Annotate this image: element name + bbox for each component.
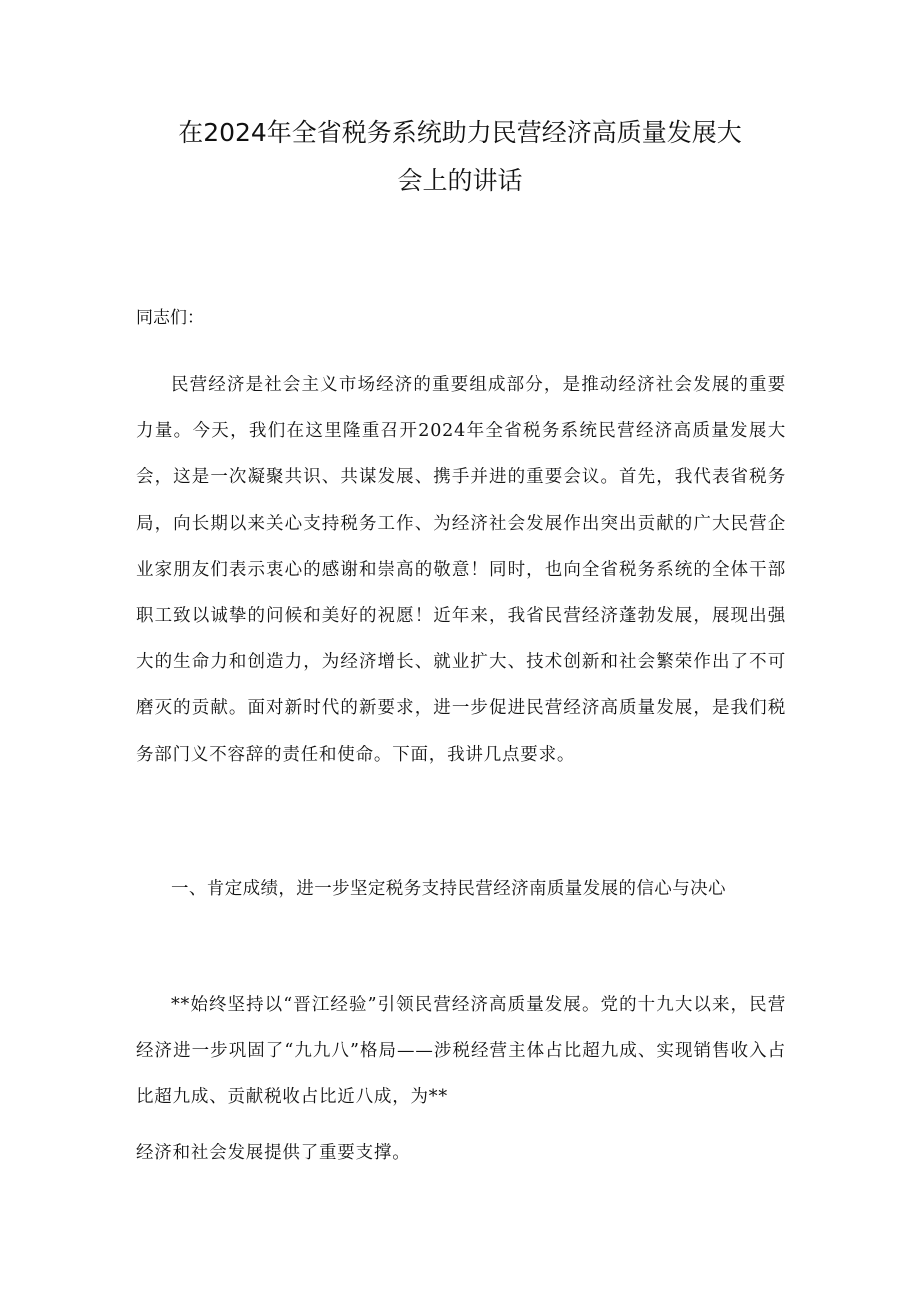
document-title-line-2: 会上的讲话 [397, 166, 523, 195]
body-paragraph-3: 经济和社会发展提供了重要支撑。 [136, 1143, 411, 1163]
document-title-line-1: 在2024年全省税务系统助力民营经济高质量发展大 [178, 118, 742, 147]
salutation: 同志们： [136, 308, 204, 328]
body-paragraph-1: 民营经济是社会主义市场经济的重要组成部分，是推动经济社会发展的重要力量。今天，我们在这里隆重召开2024年全省税务系统民营经济高质量发展大会，这是一次凝聚共识、共谋发展、携手并进的重要会议。首先，我代表省税务局，向长期以来关心支持税务工作、为经济社会发展作出突出贡献的广大民营企业家朋友们表示衷心的感谢和崇高的敬意！同时，也向全省税务系统的全体干部职工致以诚挚的问候和美好的祝愿！近年来，我省民营经济蓬勃发展，展现出强大的生命力和创造力，为经济增长、就业扩大、技术创新和社会繁荣作出了不可磨灭的贡献。面对新时代的新要求，进一步促进民营经济高质量发展，是我们税务部门义不容辞的责任和使命。下面，我讲几点要求。 [136, 375, 786, 765]
body-paragraph-2: **始终坚持以“晋江经验”引领民营经济高质量发展。党的十九大以来，民营经济进一步巩固了“九九八”格局——涉税经营主体占比超九成、实现销售收入占比超九成、贡献税收占比近八成，为** [136, 995, 786, 1107]
section-heading-1: 一、肯定成绩，进一步坚定税务支持民营经济南质量发展的信心与决心 [171, 879, 726, 899]
